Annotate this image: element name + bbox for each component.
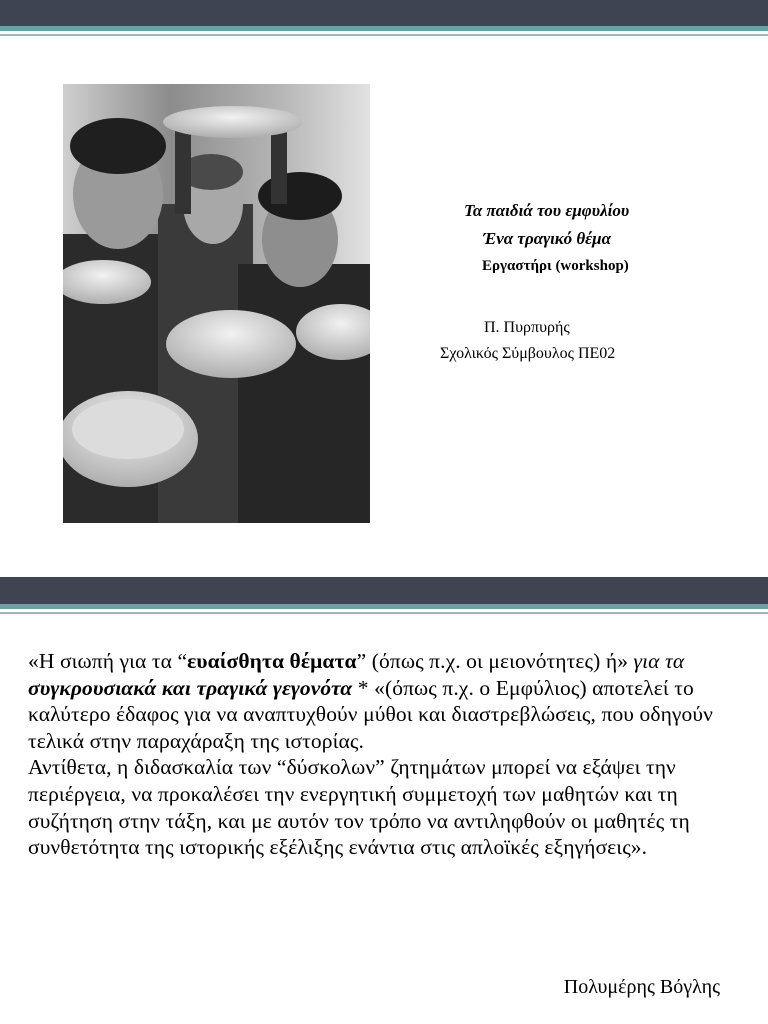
quote-paragraph-1 <box>28 648 743 754</box>
quote-p1-bold-phrase: ευαίσθητα θέματα <box>187 649 357 673</box>
slide1-subtitle: Εργαστήρι (workshop) <box>482 258 629 274</box>
quote-p1-italic: για τα <box>633 649 685 673</box>
slide1-header-accent <box>0 26 768 31</box>
quote-p1-bold-italic-phrase: συγκρουσιακά και τραγικά γεγονότα <box>28 675 353 700</box>
quote-signature: Πολυμέρης Βόγλης <box>563 976 720 998</box>
slide1-header-line <box>0 34 768 36</box>
slide2-header-bar <box>0 577 768 604</box>
children-with-bowls-photo <box>63 84 370 523</box>
author-name: Π. Πυρπυρής <box>484 319 570 336</box>
slide1-author-block <box>440 315 615 367</box>
slide2-header-accent <box>0 604 768 609</box>
quote-p1-part-c: ” (όπως π.χ. οι μειονότητες) ή» <box>356 649 634 673</box>
quote-paragraph-2: Αντίθετα, η διδασκαλία των “δύσκολων” ζητημάτων μπορεί να εξάψει την περιέργεια, να προκαλέσει την ενεργητική συμμετοχή των μαθητών και τη συζήτηση στην τάξη, και με αυτόν τον τρόπο να αντιληφθούν οι μαθητές τη συνθετότητα της ιστορικής εξέλιξης ενάντια στις απλοϊκές εξηγήσεις». <box>28 755 690 860</box>
author-role: Σχολικός Σύμβουλος ΠΕ02 <box>440 345 616 362</box>
slide1-title-line1: Τα παιδιά του εμφυλίου <box>464 201 630 220</box>
slide1-title-line2: Ένα τραγικό θέμα <box>483 229 611 248</box>
slide1-title-block <box>420 197 740 279</box>
quote-p1-part-a: «Η σιωπή για τα “ <box>28 649 188 673</box>
slide1-header-bar <box>0 0 768 26</box>
quote-p1-part-f: * «(όπως π.χ. ο Εμφύλιος) αποτελεί το καλύτερο έδαφος για να αναπτυχθούν μύθοι και διαστρεβλώσεις, που οδηγούν τελικά στην παραχάραξη της ιστορίας. <box>28 675 713 753</box>
quote-text <box>28 648 743 861</box>
slide2-header-line <box>0 612 768 614</box>
